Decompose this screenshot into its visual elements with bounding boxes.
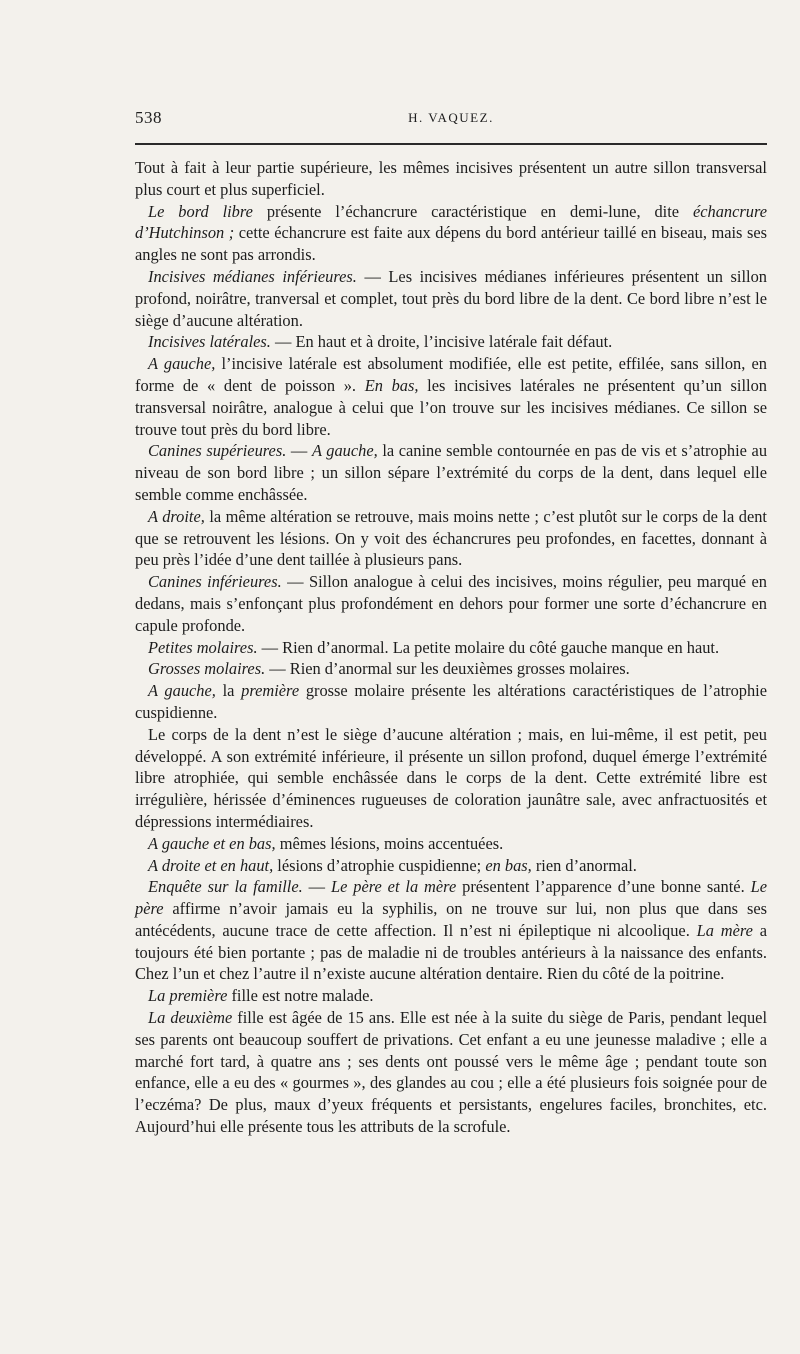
italic-text: A droite et en haut, <box>148 855 274 875</box>
italic-text: Petites molaires. <box>148 637 258 657</box>
paragraph <box>135 1007 767 1138</box>
paragraph <box>135 985 767 1007</box>
text-run: lésions d’atrophie cuspidienne; <box>273 855 486 875</box>
text-run: présente l’échancrure caractéristique en demi-lune, dite <box>252 201 693 221</box>
running-head: H. VAQUEZ. <box>408 110 494 125</box>
italic-text: A gauche et en bas, <box>148 833 276 853</box>
paragraph <box>135 680 767 724</box>
body-text <box>135 157 767 1138</box>
paragraph <box>135 724 767 833</box>
text-run: cette échancrure est faite aux dépens du bord antérieur taillé en biseau, mais ses angles ne sont pas arrondis. <box>135 223 767 265</box>
text-run: — Les incisives médianes inférieures présentent un sillon profond, noirâtre, tranversal et complet, tout près du bord libre de la dent. Ce bord libre n’est le siège d’aucune altération. <box>135 266 767 330</box>
italic-text: A droite, <box>148 506 205 526</box>
paragraph <box>135 833 767 855</box>
italic-text: Incisives médianes inférieures. <box>148 266 357 286</box>
italic-text: En bas, <box>364 375 419 395</box>
paragraph <box>135 876 767 985</box>
paragraph <box>135 353 767 440</box>
italic-text: Enquête sur la famille. <box>148 877 303 897</box>
italic-text: première <box>241 681 300 701</box>
paragraph <box>135 506 767 571</box>
italic-text: A gauche, <box>148 681 216 701</box>
italic-text: Canines inférieures. <box>148 572 282 592</box>
text-run: — En haut et à droite, l’incisive latérale fait défaut. <box>270 332 613 352</box>
text-run: a toujours été bien portante ; pas de maladie ni de troubles antérieurs à la naissance des enfants. Chez l’un et chez l’autre il n’existe aucune altération dentaire. Rien du côté de la poitrine. <box>135 920 767 984</box>
page-number: 538 <box>135 108 162 127</box>
text-run: les incisives latérales ne présentent qu’un sillon transversal noirâtre, analogue à celui que l’on trouve sur les incisives médianes. Ce sillon se trouve tout près du bord libre. <box>135 375 767 439</box>
italic-text: La deuxième <box>148 1008 233 1028</box>
paragraph <box>135 855 767 877</box>
text-run: Le corps de la dent n’est le siège d’aucune altération ; mais, en lui-même, il est petit, peu développé. A son extrémité inférieure, il présente un sillon profond, duquel émerge l’extrémité libre atrophiée, qui semble enchâssée dans le corps de la dent. Cette extrémité libre est irrégulière, hérissée d’éminences rugueuses de coloration jaunâtre sale, avec anfractuosités et dépressions intermédiaires. <box>135 724 767 831</box>
italic-text: en bas, <box>485 855 532 875</box>
text-run: — <box>302 877 331 897</box>
text-run: la même altération se retrouve, mais moins nette ; c’est plutôt sur le corps de la dent que se retrouvent les lésions. On y voit des échancrures peu profondes, en facettes, donnant à peu près l’idée d’une dent taillée à plusieurs pans. <box>135 506 767 570</box>
italic-text: Le père <box>135 877 767 919</box>
italic-text: Grosses molaires. <box>148 659 266 679</box>
paragraph <box>135 571 767 636</box>
paragraph <box>135 637 767 659</box>
italic-text: Incisives latérales. <box>148 332 271 352</box>
page-header <box>135 108 767 134</box>
italic-text: A gauche, <box>148 354 216 374</box>
text-run: la <box>215 681 242 701</box>
paragraph <box>135 331 767 353</box>
paragraph <box>135 658 767 680</box>
italic-text: A gauche, <box>311 441 378 461</box>
italic-text: Le père et la mère <box>330 877 457 897</box>
italic-text: La première <box>148 986 228 1006</box>
text-run: mêmes lésions, moins accentuées. <box>275 833 504 853</box>
header-rule <box>135 143 767 145</box>
paragraph <box>135 201 767 266</box>
paragraph <box>135 266 767 331</box>
italic-text: Le bord libre <box>148 201 253 221</box>
text-run: — <box>286 441 312 461</box>
italic-text: Canines supérieures. <box>148 441 287 461</box>
text-run: — Rien d’anormal. La petite molaire du côté gauche manque en haut. <box>257 637 720 657</box>
text-run: — Sillon analogue à celui des incisives, moins régulier, peu marqué en dedans, mais s’enfonçant plus profondément en dehors pour former une sorte d’échancrure en capule profonde. <box>135 572 767 635</box>
italic-text: échancrure d’Hutchinson ; <box>135 201 767 243</box>
text-run: l’incisive latérale est absolument modifiée, elle est petite, effilée, sans sillon, en forme de « dent de poisson ». <box>135 354 767 395</box>
paragraph <box>135 440 767 505</box>
text-run: présentent l’apparence d’une bonne santé. <box>456 877 751 897</box>
text-run: la canine semble contournée en pas de vis et s’atrophie au niveau de son bord libre ; un sillon sépare l’extrémité du corps de la dent, dans lequel elle semble comme enchâssée. <box>135 441 768 504</box>
text-run: fille est âgée de 15 ans. Elle est née à la suite du siège de Paris, pendant lequel ses parents ont beaucoup souffert de privations. Cet enfant a eu une jeunesse maladive ; elle a marché fort tard, à quatre ans ; ses dents ont poussé vers le même âge ; pendant toute son enfance, elle a eu des « gourmes », des glandes au cou ; elle a été plusieurs fois soignée pour de l’eczéma? De plus, maux d’yeux fréquents et persistants, engelures faciles, bronchites, etc. Aujourd’hui elle présente tous les attributs de la scrofule. <box>135 1008 767 1137</box>
text-run: fille est notre malade. <box>227 986 374 1006</box>
text-run: — Rien d’anormal sur les deuxièmes grosses molaires. <box>265 659 630 679</box>
italic-text: La mère <box>696 920 753 940</box>
text-run: grosse molaire présente les altérations caractéristiques de l’atrophie cuspidienne. <box>135 681 768 722</box>
text-run: affirme n’avoir jamais eu la syphilis, on ne trouve sur lui, non plus que dans ses antécédents, aucune trace de cette affection. Il n’est ni épileptique ni alcoolique. <box>135 899 767 940</box>
text-run: rien d’anormal. <box>531 855 637 875</box>
text-run: Tout à fait à leur partie supérieure, les mêmes incisives présentent un autre sillon transversal plus court et plus superficiel. <box>135 158 767 199</box>
paragraph <box>135 157 767 201</box>
